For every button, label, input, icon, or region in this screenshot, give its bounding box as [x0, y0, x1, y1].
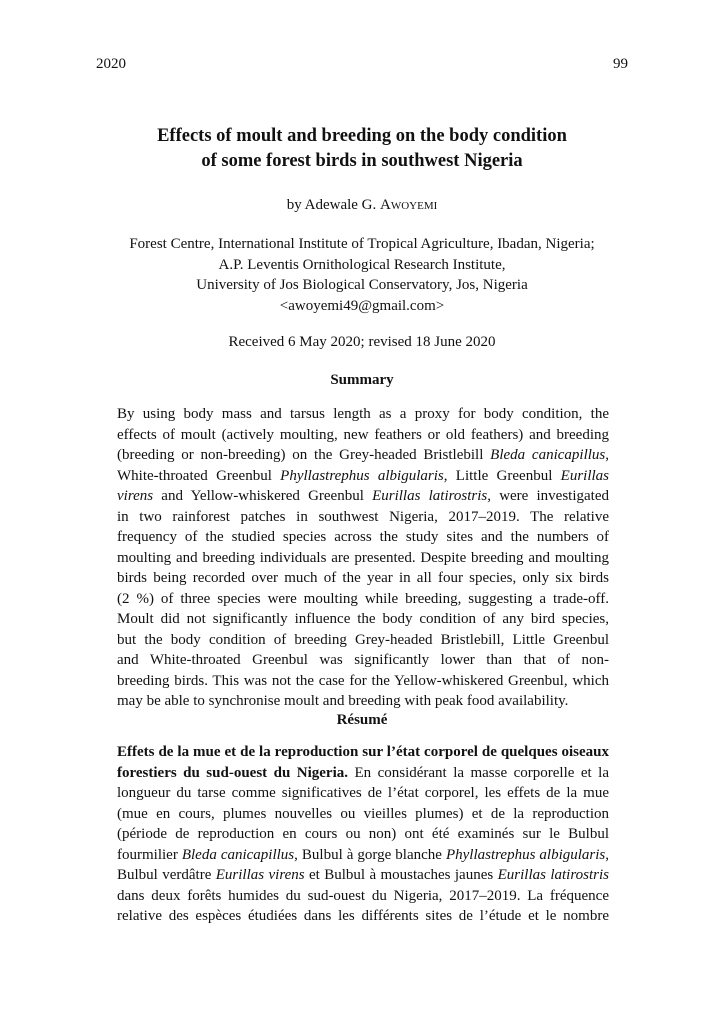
resume-line [117, 783, 609, 804]
resume-text-run: , Bulbul à gorge blanche [294, 846, 446, 863]
species-name: Eurillas virens [215, 867, 305, 883]
resume-line [117, 804, 609, 825]
summary-line [117, 425, 609, 446]
resume-text-run: longueur du tarse comme significatives de l’état corporel, les effets de la mue [117, 785, 609, 801]
species-name: Eurillas [560, 467, 609, 484]
summary-text-run: and White-throated Greenbul was significantly lower than that of non- [117, 652, 609, 668]
resume-text-run: (période de reproduction en cours ou non) ont été examinés sur le Bulbul [117, 826, 609, 842]
summary-line [117, 486, 609, 507]
summary-heading: Summary [330, 372, 394, 388]
author-byline [96, 197, 628, 214]
species-name: Eurillas latirostris [497, 867, 609, 883]
summary-line [117, 527, 609, 548]
resume-line [117, 824, 609, 845]
summary-line [117, 466, 609, 487]
resume-text-run: (mue en cours, plumes nouvelles ou vieilles plumes) et de la reproduction [117, 805, 609, 822]
species-name: Phyllastrephus albigularis [445, 846, 606, 863]
species-name: Phyllastrephus albigularis [280, 467, 444, 484]
resume-text-run: fourmilier [117, 846, 182, 863]
summary-line [117, 507, 609, 528]
summary-text-run: By using body mass and tarsus length as a proxy for body condition, the [117, 406, 609, 422]
affiliation-line-1: Forest Centre, International Institute of Tropical Agriculture, Ibadan, Nigeria; [129, 236, 595, 252]
received-dates: Received 6 May 2020; revised 18 June 2020 [228, 334, 496, 350]
resume-text-run: En considérant la masse corporelle et la [348, 764, 609, 781]
article-title-line-1: Effects of moult and breeding on the body condition [157, 126, 567, 146]
summary-text-run: White-throated Greenbul [117, 467, 281, 484]
summary-text-run: but the body condition of breeding Grey-headed Bristlebill, Little Greenbul [117, 631, 609, 648]
summary-text-run: birds being recorded over much of the year in all four species, only six birds [117, 570, 609, 586]
resume-text-run: Bulbul verdâtre [117, 867, 216, 883]
resume-line [117, 742, 609, 763]
summary-text-run: , were investigated [487, 488, 609, 504]
summary-line [117, 650, 609, 671]
summary-text-run: (breeding or non-breeding) on the Grey-headed Bristlebill [117, 447, 491, 463]
article-title-line-2: of some forest birds in southwest Nigeria [201, 151, 523, 171]
species-name: Bleda canicapillus [490, 447, 606, 463]
resume-text-run: dans deux forêts humides du sud-ouest du Nigeria, 2017–2019. La fréquence [117, 887, 609, 904]
summary-text-run: , Little Greenbul [443, 467, 561, 484]
summary-text-run: moulting and breeding individuals are presented. Despite breeding and moulting [117, 549, 609, 566]
summary-line [117, 589, 609, 610]
summary-line [117, 445, 609, 466]
summary-paragraph [117, 404, 609, 712]
resume-text-run: et Bulbul à moustaches jaunes [304, 867, 498, 883]
summary-text-run: , [605, 447, 610, 463]
summary-line [117, 548, 609, 569]
resume-line [117, 886, 609, 907]
resume-line [117, 865, 609, 886]
summary-text-run: Moult did not significantly influence the body condition of any bird species, [117, 611, 609, 627]
species-name: Eurillas latirostris [372, 488, 488, 504]
article-title [96, 124, 628, 174]
resume-title-text: Effets de la mue et de la reproduction sur l’état corporel de quelques oiseaux [117, 744, 609, 760]
resume-line [117, 763, 609, 784]
summary-text-run: may be able to synchronise moult and breeding with peak food availability. [117, 693, 569, 709]
author-affiliation [96, 234, 628, 316]
resume-title-text: forestiers du sud-ouest du Nigeria. [117, 764, 348, 781]
summary-line [117, 630, 609, 651]
species-name: Bleda canicapillus [181, 846, 295, 863]
summary-line [117, 404, 609, 425]
resume-paragraph [117, 742, 609, 927]
summary-text-run: (2 %) of three species were moulting while breeding, suggesting a trade-off. [117, 590, 609, 607]
summary-text-run: and Yellow-whiskered Greenbul [153, 488, 373, 504]
resume-line [117, 845, 609, 866]
summary-text-run: in two rainforest patches in southwest Nigeria, 2017–2019. The relative [117, 508, 609, 525]
summary-text-run: effects of moult (actively moulting, new feathers or old feathers) and breeding [117, 426, 609, 443]
byline-prefix: by Adewale G. [286, 197, 381, 213]
resume-text-run: relative des espèces étudiées dans les différents sites de l’étude et le nombre [117, 908, 609, 924]
affiliation-line-2: A.P. Leventis Ornithological Research Institute, [218, 256, 506, 273]
resume-text-run: , [605, 846, 610, 863]
resume-heading: Résumé [336, 712, 388, 728]
page-number: 99 [613, 56, 628, 72]
running-head-year: 2020 [96, 56, 126, 72]
summary-line [117, 691, 609, 712]
summary-line [117, 609, 609, 630]
summary-text-run: frequency of the studied species across the study sites and the numbers of [117, 529, 609, 545]
author-email: <awoyemi49@gmail.com> [279, 297, 445, 314]
resume-line [117, 906, 609, 927]
affiliation-line-3: University of Jos Biological Conservatory, Jos, Nigeria [196, 277, 528, 293]
author-surname: Awoyemi [380, 197, 438, 213]
species-name: virens [117, 488, 154, 504]
summary-line [117, 671, 609, 692]
summary-line [117, 568, 609, 589]
running-head [96, 56, 628, 76]
summary-text-run: breeding birds. This was not the case for the Yellow-whiskered Greenbul, which [117, 672, 609, 689]
